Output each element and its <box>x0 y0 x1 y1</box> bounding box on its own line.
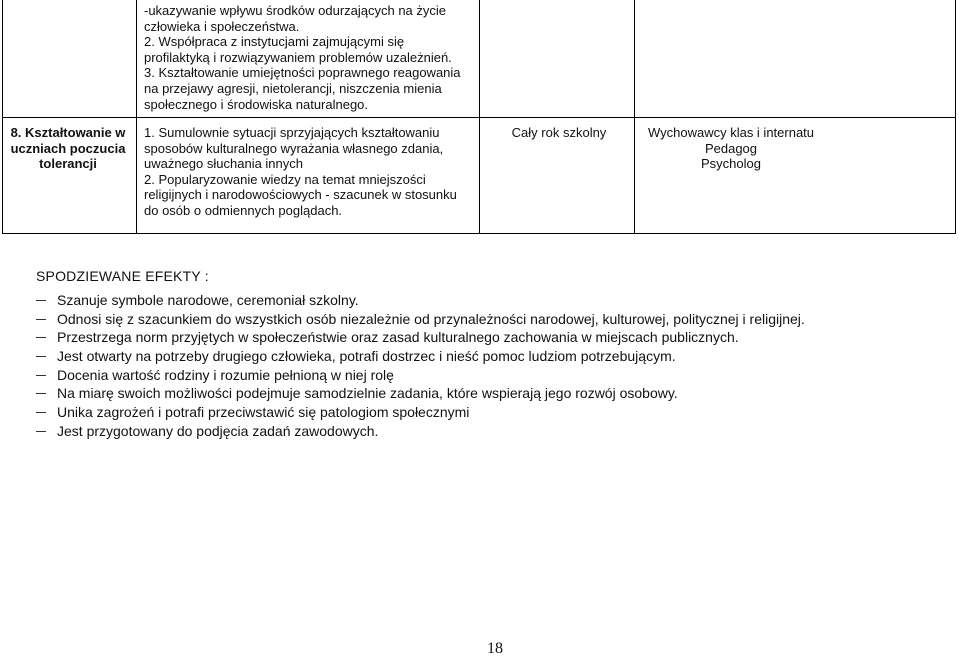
text-line: do osób o odmiennych poglądach. <box>144 202 343 218</box>
dash-bullet-icon <box>36 319 46 320</box>
timeframe-cell <box>484 125 634 141</box>
text-line: tolerancji <box>39 156 97 172</box>
dash-bullet-icon <box>36 412 46 413</box>
text-line: na przejawy agresji, nietolerancji, niszczenia mienia <box>144 80 442 96</box>
dash-bullet-icon <box>36 300 46 301</box>
list-item <box>0 422 959 441</box>
text-line: Pedagog <box>704 140 758 156</box>
text-line: uczniach poczucia <box>10 140 126 156</box>
list-item-text: Szanuje symbole narodowe, ceremoniał szkolny. <box>57 292 359 308</box>
list-item-text: Unika zagrożeń i potrafi przeciwstawić się patologiom społecznymi <box>57 404 470 421</box>
text-line: -ukazywanie wpływu środków odurzających na życie <box>144 3 447 18</box>
top-row-tasks-cell <box>144 3 479 112</box>
text-line: religijnych i narodowościowych - szacunek w stosunku <box>144 187 457 203</box>
text-line: Wychowawcy klas i internatu <box>647 125 815 140</box>
responsible-cell <box>636 125 826 172</box>
page-number: 18 <box>487 640 503 657</box>
table-border-bottom <box>2 233 956 234</box>
text-line: 8. Kształtowanie w <box>10 125 126 140</box>
list-item-text: Jest przygotowany do podjęcia zadań zawodowych. <box>57 422 379 439</box>
list-item-text: Odnosi się z szacunkiem do wszystkich osób niezależnie od przynależności narodowej, kulturowej, politycznej i religijnej. <box>57 310 805 327</box>
text-line: 2. Współpraca z instytucjami zajmującymi się <box>144 34 405 50</box>
section-heading: SPODZIEWANE EFEKTY : <box>36 268 209 284</box>
text-line: Cały rok szkolny <box>511 125 607 140</box>
dash-bullet-icon <box>36 431 46 432</box>
list-item-text: Na miarę swoich możliwości podejmuje samodzielnie zadania, które wspierają jego rozwój osobowy. <box>57 385 678 402</box>
list-item-text: Docenia wartość rodziny i rozumie pełnioną w niej rolę <box>57 366 394 383</box>
text-line: człowieka i społeczeństwa. <box>144 18 300 34</box>
text-line: Psycholog <box>701 156 761 172</box>
dash-bullet-icon <box>36 393 46 394</box>
text-line: uważnego słuchania innych <box>144 156 303 172</box>
dash-bullet-icon <box>36 375 46 376</box>
goal-cell <box>6 125 130 172</box>
text-line: 2. Popularyzowanie wiedzy na temat mniejszości <box>144 171 426 187</box>
dash-bullet-icon <box>36 337 46 338</box>
tasks-cell <box>144 125 479 219</box>
list-item <box>0 291 959 310</box>
text-line: 3. Kształtowanie umiejętności poprawnego reagowania <box>144 65 461 81</box>
effects-list <box>0 291 959 441</box>
list-item <box>0 366 959 385</box>
table-row-divider <box>2 117 956 118</box>
list-item <box>0 347 959 366</box>
list-item-text: Przestrzega norm przyjętych w społeczeństwie oraz zasad kulturalnego zachowania w miejscach publicznych. <box>57 329 739 346</box>
text-line: sposobów kulturalnego wyrażania własnego zdania, <box>144 140 444 156</box>
list-item <box>0 310 959 329</box>
dash-bullet-icon <box>36 356 46 357</box>
list-item <box>0 403 959 422</box>
text-line: profilaktyką i rozwiązywaniem problemów uzależnień. <box>144 49 452 65</box>
text-line: 1. Sumulownie sytuacji sprzyjających kształtowaniu <box>144 125 440 140</box>
list-item-text: Jest otwarty na potrzeby drugiego człowieka, potrafi dostrzec i nieść pomoc ludziom potrzebującym. <box>57 348 676 365</box>
list-item <box>0 384 959 403</box>
text-line: społecznego i środowiska naturalnego. <box>144 96 369 112</box>
list-item <box>0 328 959 347</box>
